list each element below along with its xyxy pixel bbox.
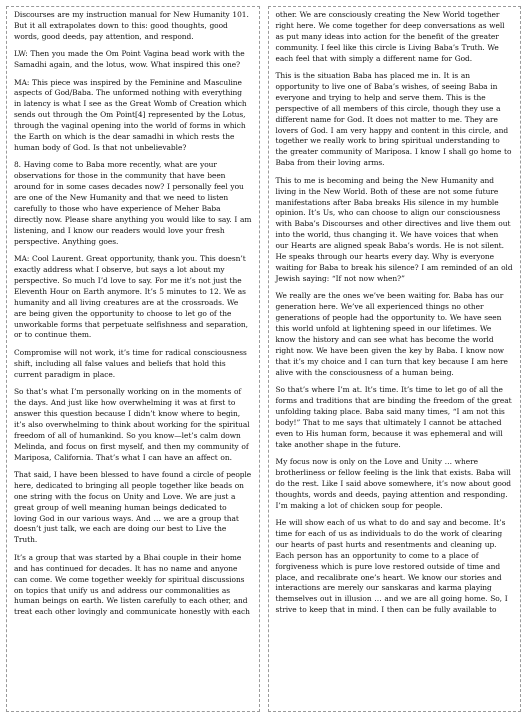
left-column — [6, 6, 260, 712]
paragraph: So that’s where I’m at. It’s time. It’s time to let go of all the forms and traditions that are binding the freedom of the great unfolding taking place. Baba said many times, “I am not this body!” That to me says that ultimately I cannot be attached even to His human form, because it was ephemeral and will take another shape in the future. — [275, 385, 512, 449]
paragraph: So that’s what I’m personally working on in the moments of the days. And just like how overwhelming it was at first to answer this question because I didn’t know where to begin, it’s also overwhelming to think about working for the spiritual freedom of all of humankind. So you know—let’s calm down Melinda, and focus on first myself, and then my community of Mariposa, California. That’s what I can have an affect on. — [14, 387, 250, 462]
paragraph: MA: Cool Laurent. Great opportunity, thank you. This doesn’t exactly address what I observe, but says a lot about my perspective. So much I’d love to say. For me it’s not just the Eleventh Hour on Earth anymore. It’s 5 minutes to 12. We as humanity and all living creatures are at the crossroads. We are being given the opportunity to choose to let go of the unworkable forms that perpetuate selfishness and separation, or to continue them. — [14, 254, 248, 340]
paragraph: He will show each of us what to do and say and become. It’s time for each of us as individuals to do the work of clearing our hearts of past hurts and resentments and cleaning up. Each person has an opportunity to come to a place of forgiveness which is pure love restored outside of time and place, and recalibrate one’s heart. We know our stories and interactions are merely our sanskaras and karma playing themselves out in illusion … and we are all going home. So, I strive to keep that in mind. I then can be fully available to — [275, 517, 508, 615]
paragraph: MA: This piece was inspired by the Feminine and Masculine aspects of God/Baba. The unformed nothing with everything in latency is what I see as the Great Womb of Creation which sends out through the Om Point[4] represented by the Lotus, through the vaginal opening into the world of forms in which the Earth on which is the dear samadhi in which rests the human body of God. Is that not unbelievable? — [14, 77, 247, 152]
paragraph: other. We are consciously creating the New World together right here. We come together for deep conversations as well as put many ideas into action for the benefit of the greater community. I feel like this circle is Living Baba’s Truth. We each feel that with simply a different name for God. — [275, 10, 505, 63]
paragraph: This to me is becoming and being the New Humanity and living in the New World. Both of these are not some future manifestations after Baba breaks His silence in my humble opinion. It’s Us, who can choose to align our consciousness with Baba’s Discourses and other directives and live them out into the world, thus changing it. We have voices that when our Hearts are aligned speak Baba’s words. He is not silent. He speaks through our hearts every day. Why is everyone waiting for Baba to break his silence? I am reminded of an old Jewish saying: “If not now when?” — [275, 175, 513, 283]
paragraph: Discourses are my instruction manual for New Humanity 101. But it all extrapolates down to this: good thoughts, good words, good deeds, pay attention, and respond. — [14, 10, 249, 41]
right-column — [268, 6, 522, 712]
paragraph: This is the situation Baba has placed me in. It is an opportunity to live one of Baba’s wishes, of seeing Baba in everyone and trying to help and serve them. This is the perspective of all members of this circle, though they use a different name for God. It does not matter to me. They are lovers of God. I am very happy and content in this circle, and together we really work to bring spiritual understanding to the greater community of Mariposa. I know I shall go home to Baba from their loving arms. — [275, 71, 512, 168]
paragraph: We really are the ones we’ve been waiting for. Baba has our generation here. We’ve all experienced things no other generations of people had the opportunity to. We have seen this world unfold at lightening speed in our lifetimes. We know the history and can see what has become the world right now. We have been given the key by Baba. I know now that it’s my choice and I can turn that key because I am here alive with the consciousness of a human being. — [275, 291, 508, 377]
paragraph: 8. Having come to Baba more recently, what are your observations for those in the community that have been around for in some cases decades now? I personally feel you are one of the New Humanity and that we need to listen carefully to those who have experience of Meher Baba directly now. Please share anything you would like to say. I am listening, and I know our readers would love your fresh perspective. Anything goes. — [14, 160, 252, 246]
paragraph: My focus now is only on the Love and Unity … where brotherliness or fellow feeling is the link that exists. Baba will do the rest. Like I said above somewhere, it’s now about good thoughts, words and deeds, paying attention and responding. I’m making a lot of chicken soup for people. — [275, 456, 511, 510]
paragraph: That said, I have been blessed to have found a circle of people here, dedicated to bringing all people together like beads on one string with the focus on Unity and Love. We are just a great group of well meaning human beings dedicated to loving God in our various ways. And … we are a group that doesn’t just talk, we each are doing our best to Live the Truth. — [14, 469, 252, 545]
paragraph: It’s a group that was started by a Bhai couple in their home and has continued for decades. It has no name and anyone can come. We come together weekly for spiritual discussions on topics that unify us and address our commonalities as human beings on earth. We listen carefully to each other, and treat each other lovingly and communicate honestly with each — [14, 552, 250, 617]
paragraph: Compromise will not work, it’s time for radical consciousness shift, including all false values and beliefs that hold this current paradigm in place. — [14, 347, 247, 379]
paragraph: LW: Then you made the Om Point Vagina bead work with the Samadhi again, and the lotus, wow. What inspired this one? — [14, 49, 245, 70]
